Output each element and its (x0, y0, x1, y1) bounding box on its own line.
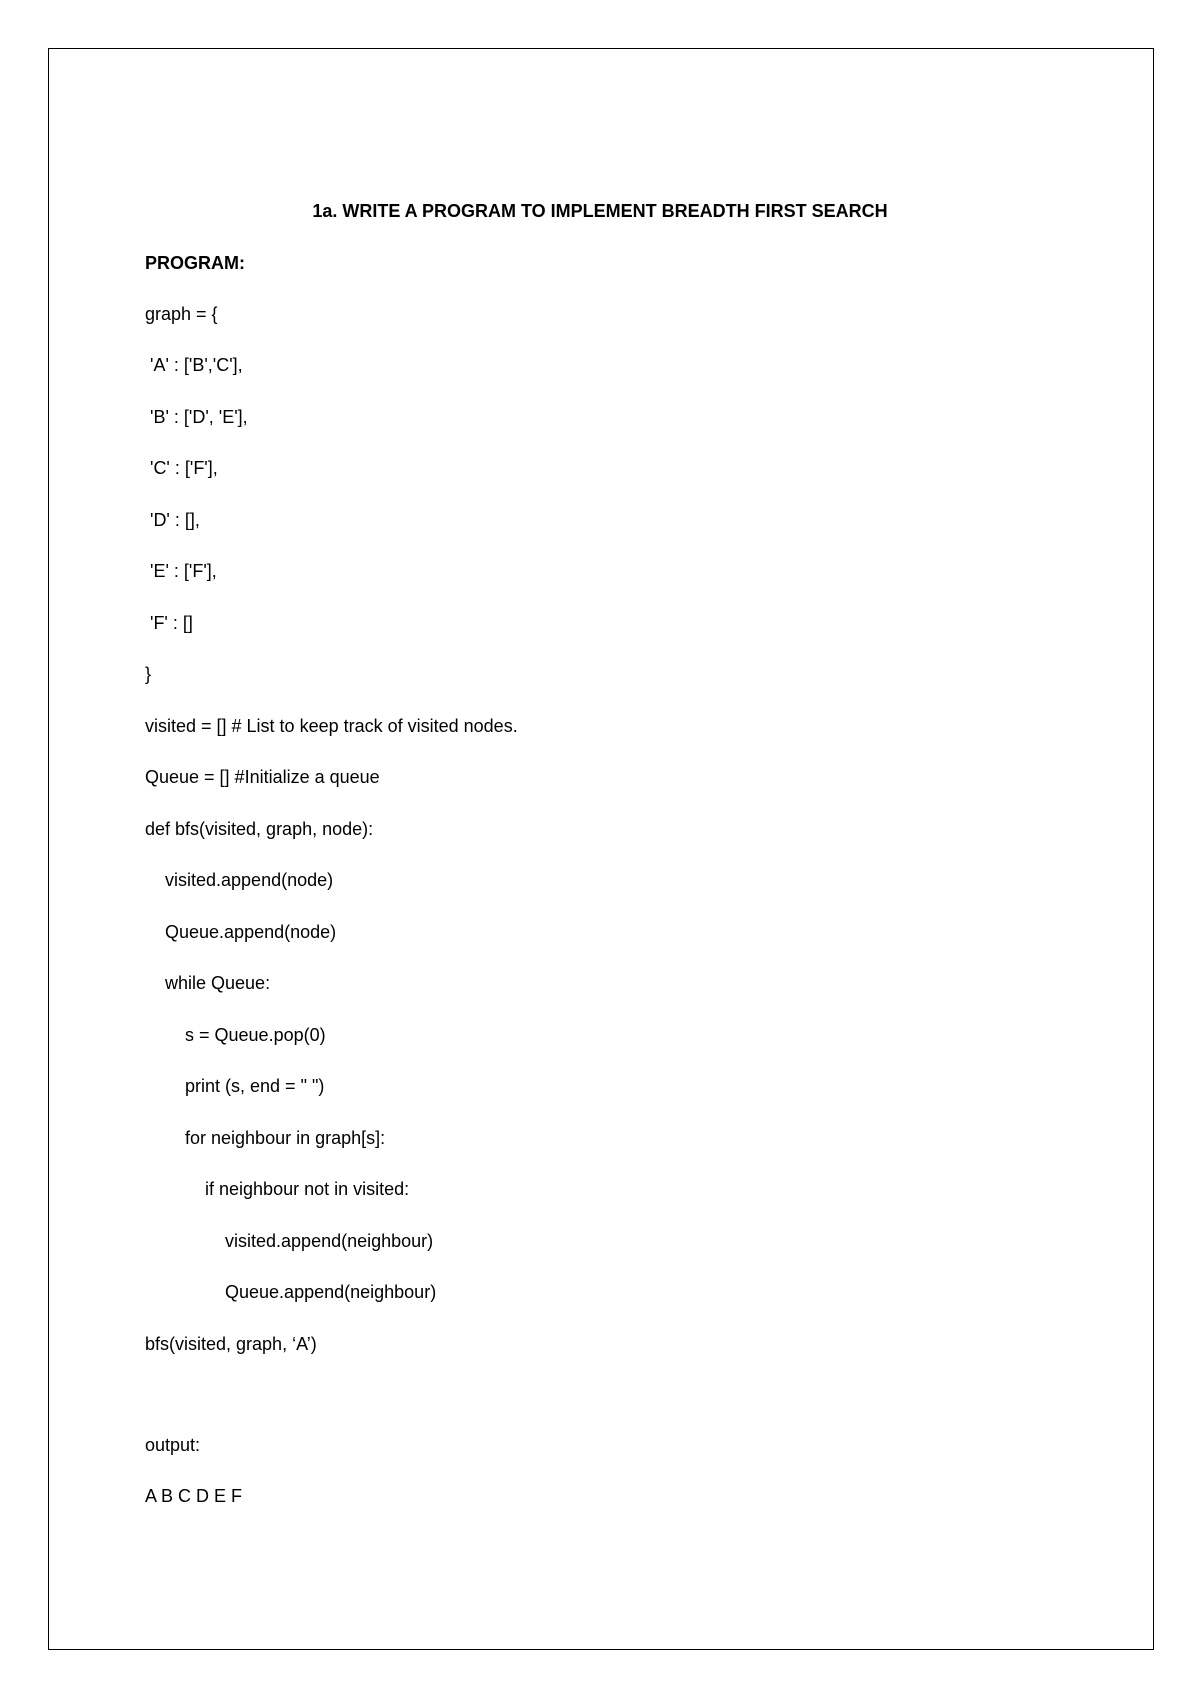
code-line: visited = [] # List to keep track of visited nodes. (145, 716, 518, 736)
code-line: s = Queue.pop(0) (145, 1025, 326, 1045)
code-line: bfs(visited, graph, ‘A’) (145, 1334, 317, 1354)
output-value: A B C D E F (145, 1486, 243, 1506)
code-line: 'D' : [], (145, 510, 200, 530)
code-line: Queue.append(neighbour) (145, 1282, 437, 1302)
code-line: } (145, 664, 152, 684)
code-line: Queue.append(node) (145, 922, 337, 942)
code-line: Queue = [] #Initialize a queue (145, 767, 380, 787)
code-line: if neighbour not in visited: (145, 1179, 410, 1199)
code-line: visited.append(neighbour) (145, 1231, 434, 1251)
code-line: 'E' : ['F'], (145, 561, 217, 581)
code-line: print (s, end = " ") (145, 1076, 325, 1096)
code-line: graph = { (145, 304, 218, 324)
output-label: output: (145, 1435, 201, 1455)
code-line: 'F' : [] (145, 613, 193, 633)
program-heading: PROGRAM: (145, 253, 245, 273)
code-line: visited.append(node) (145, 870, 334, 890)
page-border (48, 48, 1154, 1650)
code-line: 'C' : ['F'], (145, 458, 218, 478)
document-title: 1a. WRITE A PROGRAM TO IMPLEMENT BREADTH FIRST SEARCH (312, 201, 888, 221)
code-line: for neighbour in graph[s]: (145, 1128, 386, 1148)
code-line: 'A' : ['B','C'], (145, 355, 243, 375)
code-line: while Queue: (145, 973, 271, 993)
code-line: def bfs(visited, graph, node): (145, 819, 374, 839)
code-line: 'B' : ['D', 'E'], (145, 407, 248, 427)
